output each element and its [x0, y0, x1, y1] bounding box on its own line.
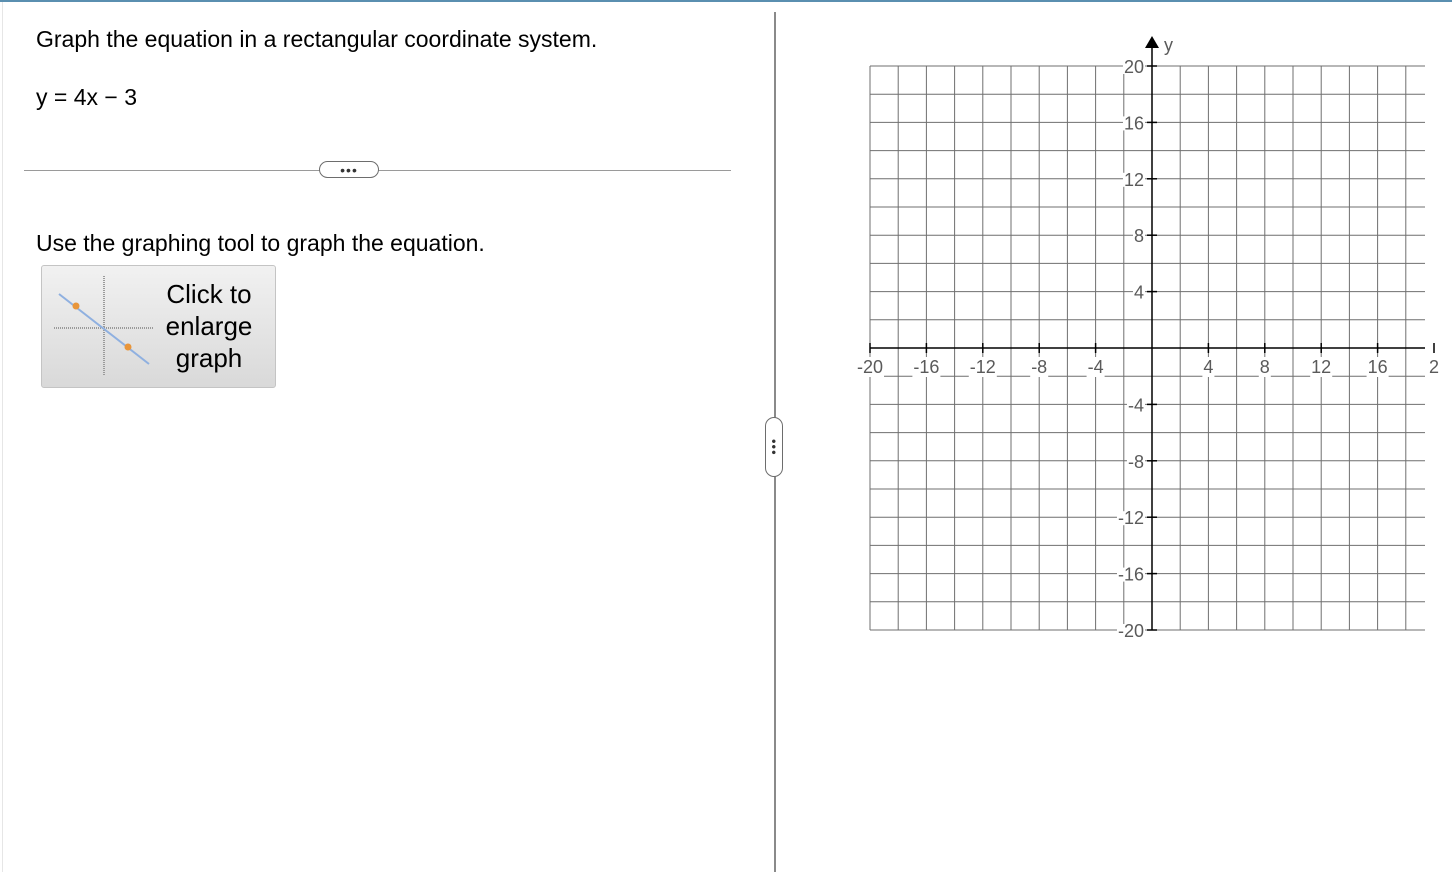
y-axis-label: y [1164, 35, 1173, 55]
y-tick-label: -16 [1117, 564, 1144, 585]
show-more-button[interactable]: ••• [319, 161, 379, 178]
enlarge-graph-label [154, 278, 264, 374]
x-tick-label: 16 [1367, 357, 1388, 377]
x-tick-label: 8 [1259, 357, 1270, 377]
y-tick-label: -12 [1117, 508, 1144, 529]
x-tick-label: 12 [1311, 357, 1332, 377]
enlarge-label-line: graph [175, 343, 243, 373]
instruction-text: Use the graphing tool to graph the equation. [36, 230, 485, 256]
x-tick-label: 4 [1203, 357, 1214, 377]
x-tick-label: -4 [1087, 357, 1104, 377]
y-tick-label: -20 [1117, 621, 1144, 641]
x-tick-label: -16 [913, 357, 940, 377]
enlarge-label-line: enlarge [165, 311, 253, 341]
y-tick-label: 16 [1123, 113, 1144, 134]
question-text: Graph the equation in a rectangular coordinate system. [36, 26, 598, 52]
y-axis-arrow-icon [1145, 36, 1159, 48]
x-tick-label: -8 [1031, 357, 1048, 377]
x-tick-label: 2 [1428, 357, 1440, 377]
y-tick-label: 20 [1123, 57, 1144, 77]
enlarge-label-line: Click to [166, 279, 252, 309]
splitter-handle-dots: ••• [766, 438, 782, 456]
enlarge-graph-button[interactable] [41, 265, 276, 388]
coordinate-graph[interactable] [780, 20, 1452, 660]
x-tick-label: -12 [969, 357, 996, 377]
y-tick-label: 8 [1133, 226, 1144, 247]
equation-text: y = 4x − 3 [36, 84, 138, 110]
graph-thumbnail-icon [54, 276, 154, 376]
y-tick-label: 4 [1133, 282, 1144, 303]
x-tick-label: -20 [856, 357, 884, 377]
y-tick-label: -4 [1127, 395, 1144, 416]
y-tick-label: 12 [1123, 169, 1144, 190]
y-tick-label: -8 [1127, 451, 1144, 472]
